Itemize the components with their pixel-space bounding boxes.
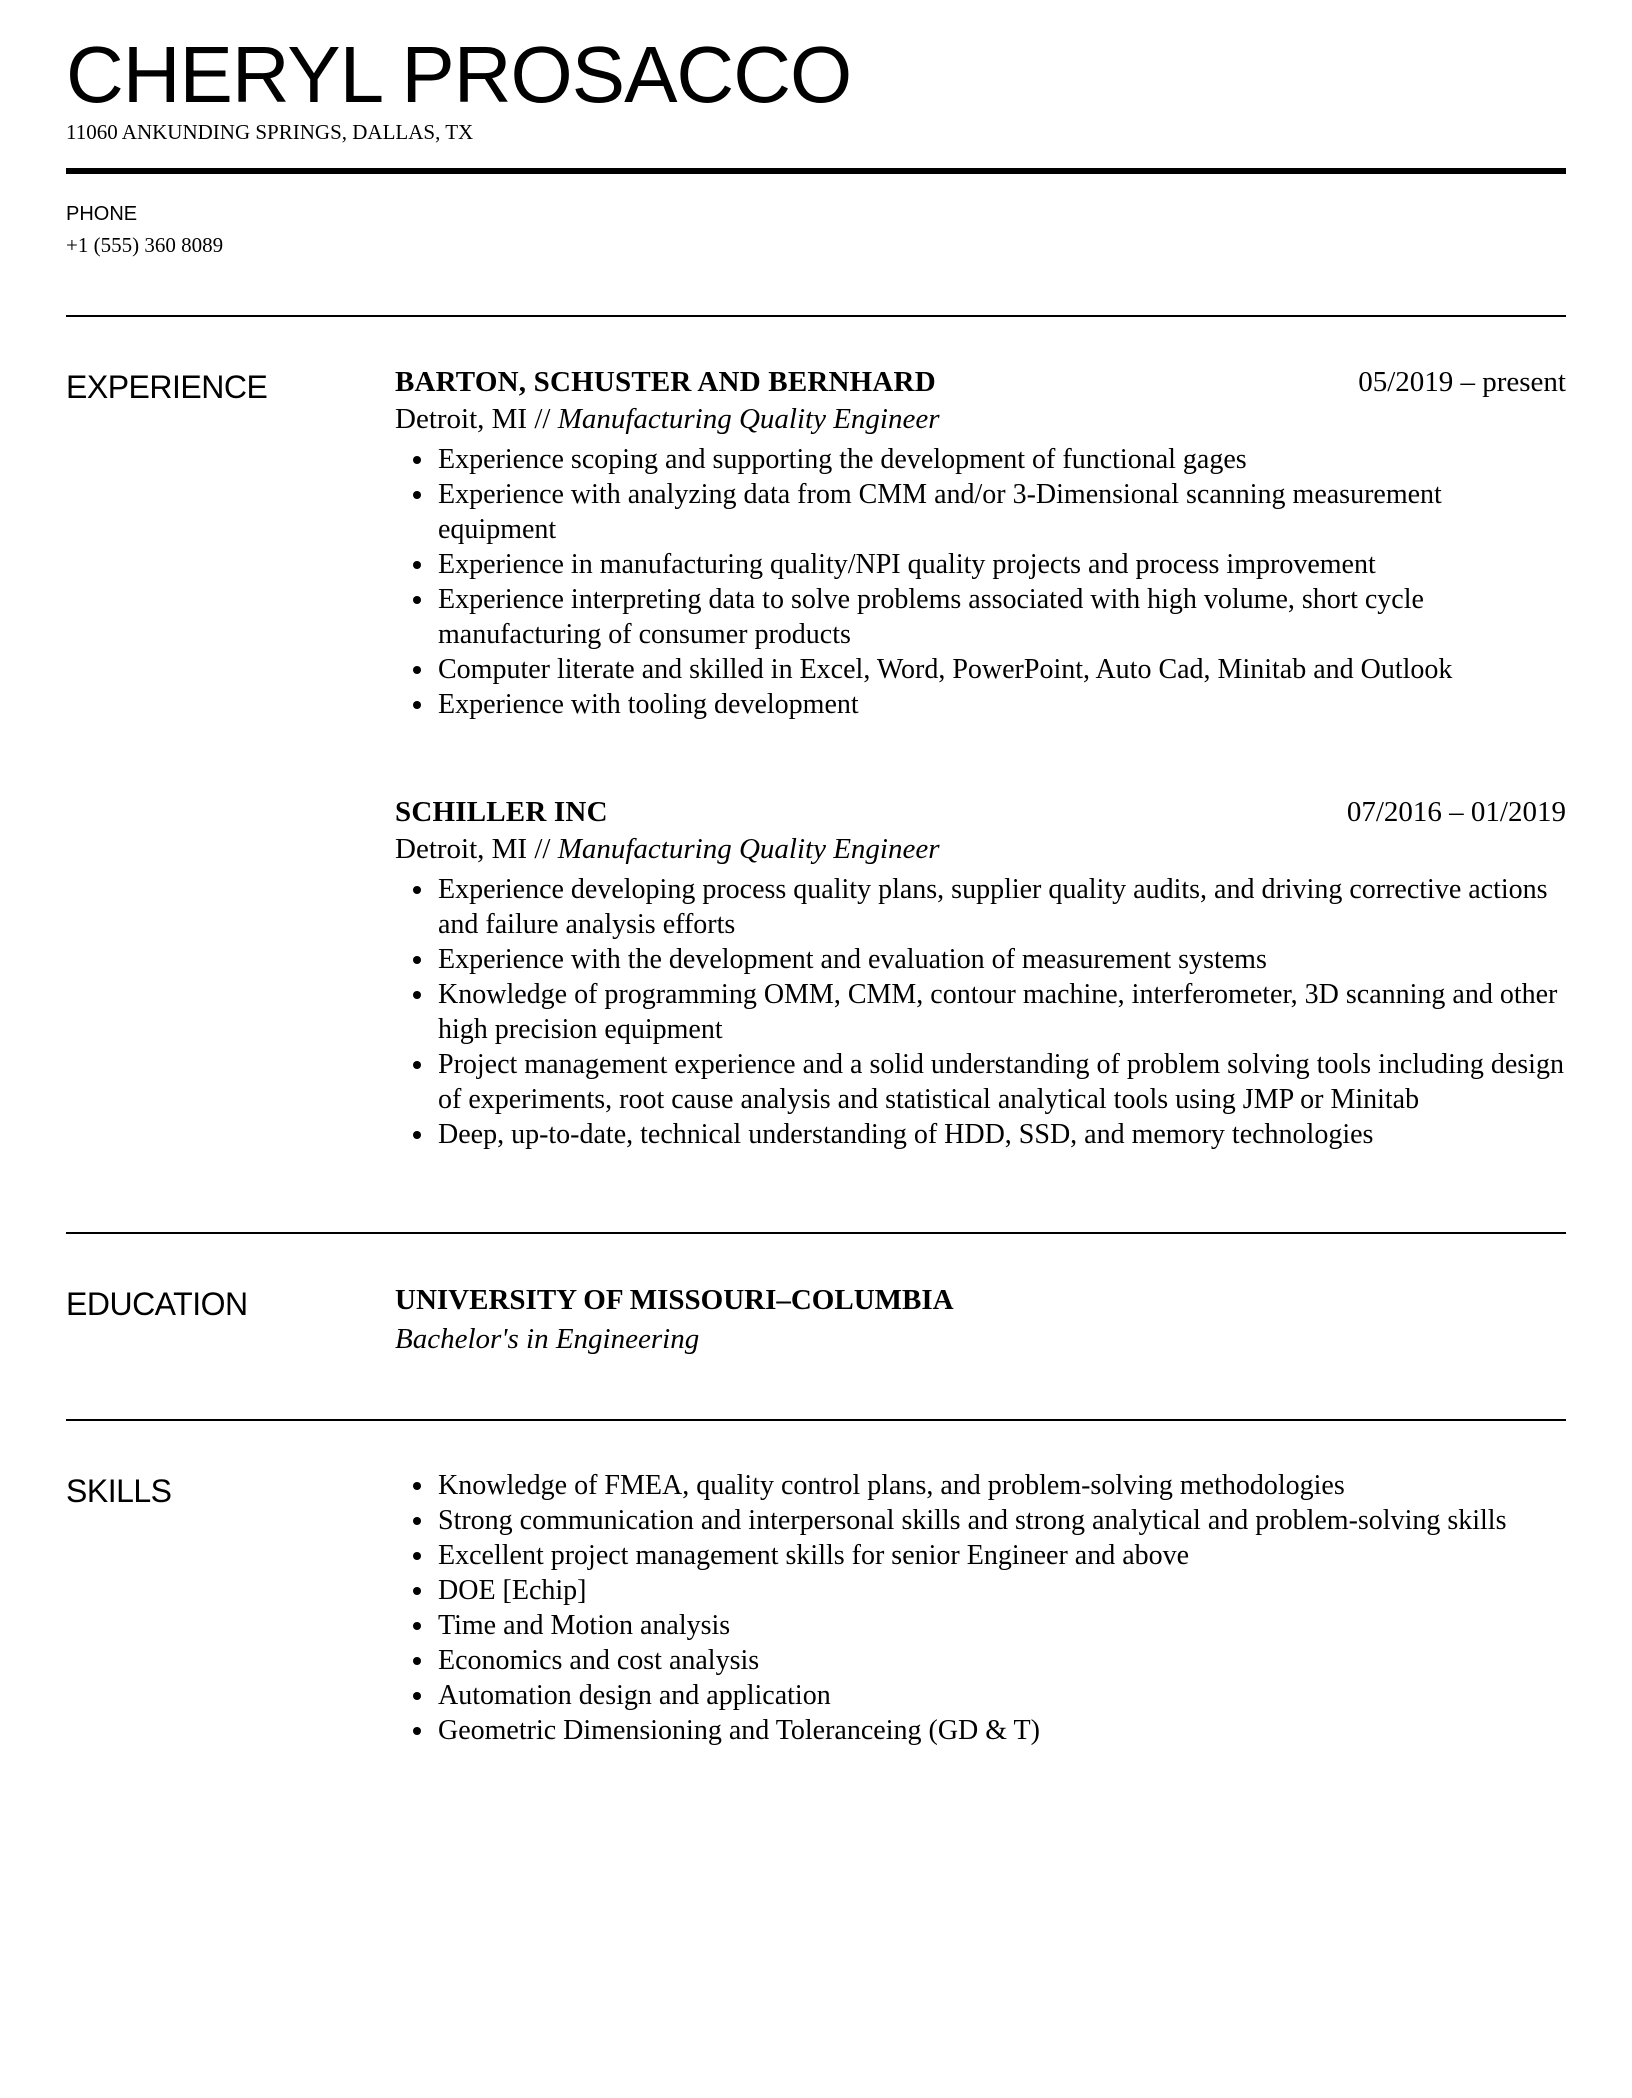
list-item <box>395 872 1566 942</box>
job-bullets <box>395 872 1566 1152</box>
bullet-icon <box>413 991 421 999</box>
skills-bullets <box>395 1468 1566 1748</box>
list-item <box>395 1503 1566 1538</box>
section-label-skills: SKILLS <box>66 1473 172 1509</box>
job-location: Detroit, MI <box>395 403 528 435</box>
bullet-icon <box>413 491 421 499</box>
bullet-icon <box>413 596 421 604</box>
job-header <box>395 364 1566 400</box>
bullet-icon <box>413 1587 421 1595</box>
section-label-education: EDUCATION <box>66 1286 248 1322</box>
bullet-icon <box>413 1482 421 1490</box>
bullet-text: Experience scoping and supporting the development of functional gages <box>438 444 1247 475</box>
job-separator: // <box>527 833 558 865</box>
job-location: Detroit, MI <box>395 833 528 865</box>
bullet-icon <box>413 1727 421 1735</box>
list-item <box>395 1573 1566 1608</box>
list-item <box>395 977 1566 1047</box>
education-degree: Bachelor's in Engineering <box>395 1323 700 1355</box>
bullet-text: Deep, up-to-date, technical understanding of HDD, SSD, and memory technologies <box>438 1119 1374 1150</box>
section-label-experience: EXPERIENCE <box>66 369 268 405</box>
education-school: UNIVERSITY OF MISSOURI–COLUMBIA <box>395 1284 954 1316</box>
skills-divider <box>66 1419 1566 1421</box>
bullet-icon <box>413 456 421 464</box>
candidate-name: CHERYL PROSACCO <box>66 30 852 119</box>
list-item <box>395 1117 1566 1152</box>
bullet-icon <box>413 1552 421 1560</box>
bullet-icon <box>413 886 421 894</box>
list-item <box>395 942 1566 977</box>
bullet-icon <box>413 1622 421 1630</box>
skills-list <box>395 1468 1566 1748</box>
bullet-icon <box>413 1692 421 1700</box>
job-dates: 07/2016 – 01/2019 <box>1346 796 1566 828</box>
job-title: Manufacturing Quality Engineer <box>557 403 940 435</box>
list-item <box>395 652 1566 687</box>
list-item <box>395 442 1566 477</box>
job-dates: 05/2019 – present <box>1358 366 1566 398</box>
bullet-text: Computer literate and skilled in Excel, Word, PowerPoint, Auto Cad, Minitab and Outlook <box>438 654 1453 685</box>
skill-text: Geometric Dimensioning and Toleranceing (GD & T) <box>438 1715 1040 1746</box>
list-item <box>395 582 1566 652</box>
list-item <box>395 1538 1566 1573</box>
candidate-address: 11060 ANKUNDING SPRINGS, DALLAS, TX <box>66 120 474 144</box>
bullet-icon <box>413 561 421 569</box>
skill-text: DOE [Echip] <box>438 1575 587 1606</box>
bullet-text: Experience with tooling development <box>438 689 859 720</box>
skill-text: Economics and cost analysis <box>438 1645 760 1676</box>
list-item <box>395 1468 1566 1503</box>
list-item <box>395 1713 1566 1748</box>
phone-value: +1 (555) 360 8089 <box>66 233 224 257</box>
bullet-text: Experience with analyzing data from CMM and/or 3-Dimensional scanning measurement equipment <box>438 479 1442 545</box>
job-entry <box>395 794 1566 1152</box>
contact-divider <box>66 315 1566 317</box>
list-item <box>395 1678 1566 1713</box>
skill-text: Strong communication and interpersonal skills and strong analytical and problem-solving skills <box>438 1505 1507 1536</box>
job-entry <box>395 364 1566 722</box>
education-divider <box>66 1232 1566 1234</box>
job-bullets <box>395 442 1566 722</box>
phone-label: PHONE <box>66 203 138 225</box>
bullet-icon <box>413 1657 421 1665</box>
bullet-icon <box>413 701 421 709</box>
job-company: BARTON, SCHUSTER AND BERNHARD <box>395 366 936 398</box>
header-divider <box>66 168 1566 174</box>
skill-text: Knowledge of FMEA, quality control plans, and problem-solving methodologies <box>438 1470 1345 1501</box>
bullet-text: Knowledge of programming OMM, CMM, contour machine, interferometer, 3D scanning and other high precision equipment <box>438 979 1558 1045</box>
list-item <box>395 547 1566 582</box>
skill-text: Excellent project management skills for senior Engineer and above <box>438 1540 1190 1571</box>
job-header <box>395 794 1566 830</box>
list-item <box>395 1608 1566 1643</box>
bullet-icon <box>413 1131 421 1139</box>
bullet-icon <box>413 666 421 674</box>
job-subline <box>395 830 1566 870</box>
list-item <box>395 687 1566 722</box>
bullet-text: Experience in manufacturing quality/NPI quality projects and process improvement <box>438 549 1376 580</box>
skill-text: Automation design and application <box>438 1680 831 1711</box>
bullet-text: Experience interpreting data to solve problems associated with high volume, short cycle manufacturing of consumer products <box>438 584 1424 650</box>
job-company: SCHILLER INC <box>395 796 608 828</box>
bullet-icon <box>413 1061 421 1069</box>
list-item <box>395 1047 1566 1117</box>
skill-text: Time and Motion analysis <box>438 1610 731 1641</box>
bullet-icon <box>413 956 421 964</box>
job-separator: // <box>527 403 558 435</box>
bullet-text: Project management experience and a solid understanding of problem solving tools including design of experiments, root cause analysis and statistical analytical tools using JMP or Minitab <box>438 1049 1564 1115</box>
job-subline <box>395 400 1566 440</box>
bullet-icon <box>413 1517 421 1525</box>
list-item <box>395 1643 1566 1678</box>
education-entry <box>395 1281 1566 1359</box>
job-title: Manufacturing Quality Engineer <box>557 833 940 865</box>
bullet-text: Experience developing process quality plans, supplier quality audits, and driving corrective actions and failure analysis efforts <box>438 874 1548 940</box>
bullet-text: Experience with the development and evaluation of measurement systems <box>438 944 1267 975</box>
list-item <box>395 477 1566 547</box>
